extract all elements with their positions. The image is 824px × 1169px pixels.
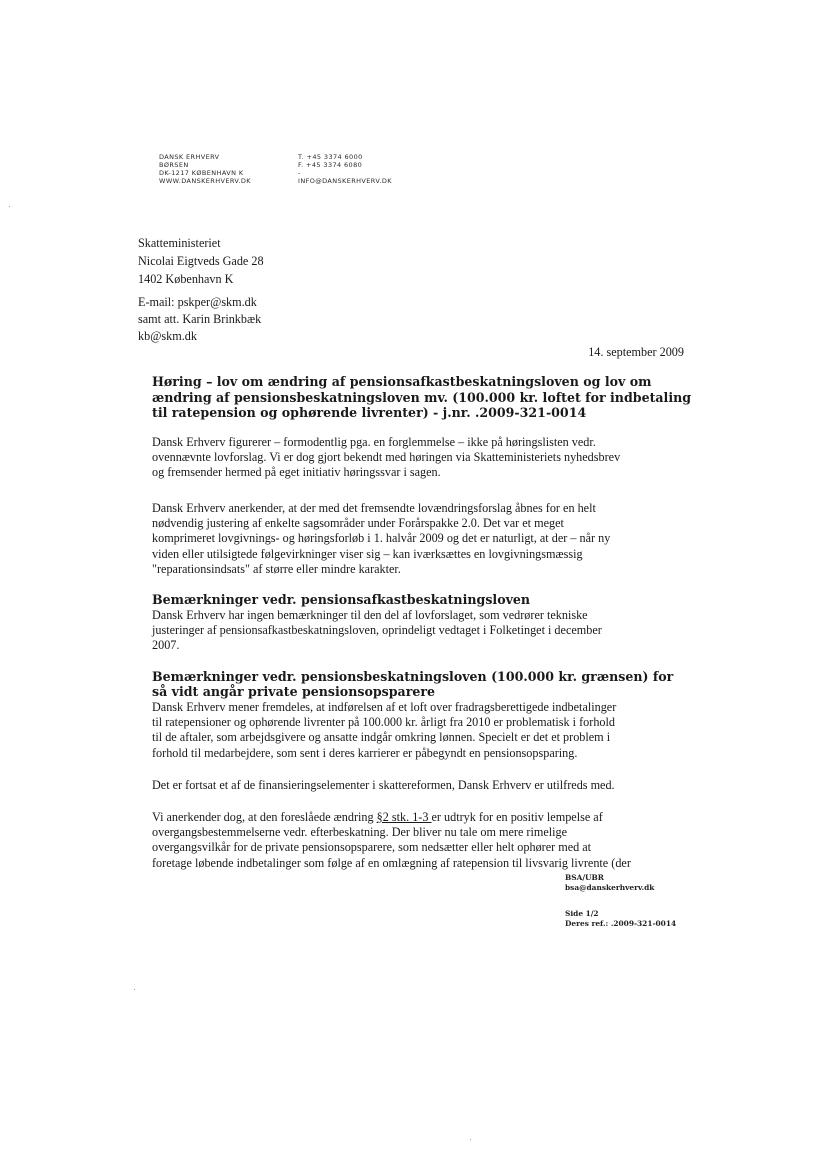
recipient-address (138, 234, 264, 288)
paragraph-line: til de aftaler, som arbejdsgivere og ansatte indgår omkring lønnen. Specielt er det et problem i (152, 730, 611, 745)
paragraph-line: Dansk Erhverv anerkender, at der med det fremsendte lovændringsforslag åbnes for en helt (152, 501, 596, 515)
title-line: til ratepension og ophørende livrenter) - j.nr. .2009-321-0014 (152, 405, 587, 421)
sender-address (159, 153, 251, 185)
scan-speck (9, 206, 10, 207)
recipient-contact-line: E-mail: pskper@skm.dk (138, 295, 257, 309)
recipient-contact-line: samt att. Karin Brinkbæk (138, 312, 262, 326)
heading-line: Bemærkninger vedr. pensionsafkastbeskatningsloven (152, 592, 531, 607)
sender-address-line: DK-1217 KØBENHAVN K (159, 169, 244, 177)
section-pension-body (152, 700, 616, 761)
paragraph-line: overgangsvilkår for de private pensionsopsparere, som nedsætter eller helt ophører med at (152, 840, 592, 855)
letter-title (152, 374, 692, 421)
paragraph-line: viden eller utilsigtede følgevirkninger viser sig – kan iværksættes en lovgivningsmæssig (152, 546, 583, 561)
recipient-contact (138, 294, 261, 345)
paragraph-financing (152, 778, 615, 793)
footer-page-info (565, 909, 676, 929)
sender-contact (298, 153, 392, 185)
paragraph-line: foretage løbende indbetalinger som følge af en omlægning af ratepension til livsvarig livrente (der (152, 855, 631, 870)
heading-line: Bemærkninger vedr. pensionsbeskatningsloven (100.000 kr. grænsen) for (152, 669, 674, 684)
recipient-line: 1402 København K (138, 272, 234, 286)
paragraph-line: 2007. (152, 638, 180, 653)
paragraph-transition (152, 810, 631, 871)
sender-phone: T. +45 3374 6000 (298, 153, 363, 161)
paragraph-line: og fremsender hermed på eget initiativ høringssvar i sagen. (152, 465, 441, 480)
sender-email: INFO@DANSKERHVERV.DK (298, 177, 392, 185)
paragraph-line: ovennævnte lovforslag. Vi er dog gjort bekendt med høringen via Skatteministeriets nyhedsbrev (152, 450, 621, 465)
sender-address-line: BØRSEN (159, 161, 189, 169)
scan-speck (470, 1139, 471, 1140)
footer-reference: Deres ref.: .2009-321-0014 (565, 919, 677, 928)
recipient-contact-line: kb@skm.dk (138, 329, 197, 343)
paragraph-line: komprimeret lovgivnings- og høringsforløb i 1. halvår 2009 og det er naturligt, at der – når ny (152, 531, 611, 546)
section-afkast-body (152, 608, 602, 654)
paragraph-acknowledgement (152, 501, 610, 577)
letter-date: 14. september 2009 (588, 345, 684, 359)
sender-fax: F. +45 3374 6080 (298, 161, 363, 169)
section-heading-pension (152, 669, 673, 700)
recipient-line: Skatteministeriet (138, 236, 221, 250)
title-line: Høring – lov om ændring af pensionsafkastbeskatningsloven og lov om (152, 374, 652, 389)
footer-initials: BSA/UBR (565, 873, 604, 882)
paragraph-line: til ratepensioner og ophørende livrenter på 100.000 kr. årligt fra 2010 er problematisk i forhold (152, 715, 615, 730)
paragraph-line (152, 810, 631, 825)
paragraph-line: justeringer af pensionsafkastbeskatningsloven, oprindeligt vedtaget i Folketinget i december (152, 623, 602, 638)
paragraph-line: forhold til medarbejdere, som sent i deres karrierer er påbegyndt en pensionsopsparing. (152, 745, 578, 760)
paragraph-line: Det er fortsat et af de finansieringselementer i skattereformen, Dansk Erhverv er utilfreds med. (152, 778, 615, 792)
footer-page-number: Side 1/2 (565, 909, 599, 918)
recipient-line: Nicolai Eigtveds Gade 28 (138, 254, 264, 268)
law-reference: §2 stk. 1-3 (376, 810, 432, 824)
footer-email: bsa@danskerhverv.dk (565, 883, 655, 892)
footer-author (565, 873, 654, 893)
paragraph-line: Dansk Erhverv har ingen bemærkninger til den del af lovforslaget, som vedrører tekniske (152, 608, 588, 622)
paragraph-intro (152, 435, 620, 481)
paragraph-line: "reparationsindsats" af større eller mindre karakter. (152, 561, 401, 576)
sender-contact-line: - (298, 169, 301, 177)
heading-line: så vidt angår private pensionsopsparere (152, 684, 436, 700)
paragraph-line: Dansk Erhverv mener fremdeles, at indførelsen af et loft over fradragsberettigede indbetalinger (152, 700, 617, 714)
paragraph-line: overgangsbestemmelserne vedr. efterbeskatning. Der bliver nu tale om mere rimelige (152, 825, 568, 840)
sender-address-line: DANSK ERHVERV (159, 153, 220, 161)
scan-speck (134, 989, 135, 990)
section-heading-afkast (152, 592, 530, 607)
title-line: ændring af pensionsbeskatningsloven mv. (100.000 kr. loftet for indbetaling (152, 389, 692, 405)
paragraph-line: Dansk Erhverv figurerer – formodentlig pga. en forglemmelse – ikke på høringslisten vedr. (152, 435, 596, 449)
paragraph-line: nødvendig justering af enkelte sagsområder under Forårspakke 2.0. Det var et meget (152, 516, 564, 531)
paragraph-text: er udtryk for en positiv lempelse af (431, 810, 603, 824)
sender-address-line: WWW.DANSKERHVERV.DK (159, 177, 251, 185)
paragraph-text: Vi anerkender dog, at den foreslåede ændring (152, 810, 377, 824)
